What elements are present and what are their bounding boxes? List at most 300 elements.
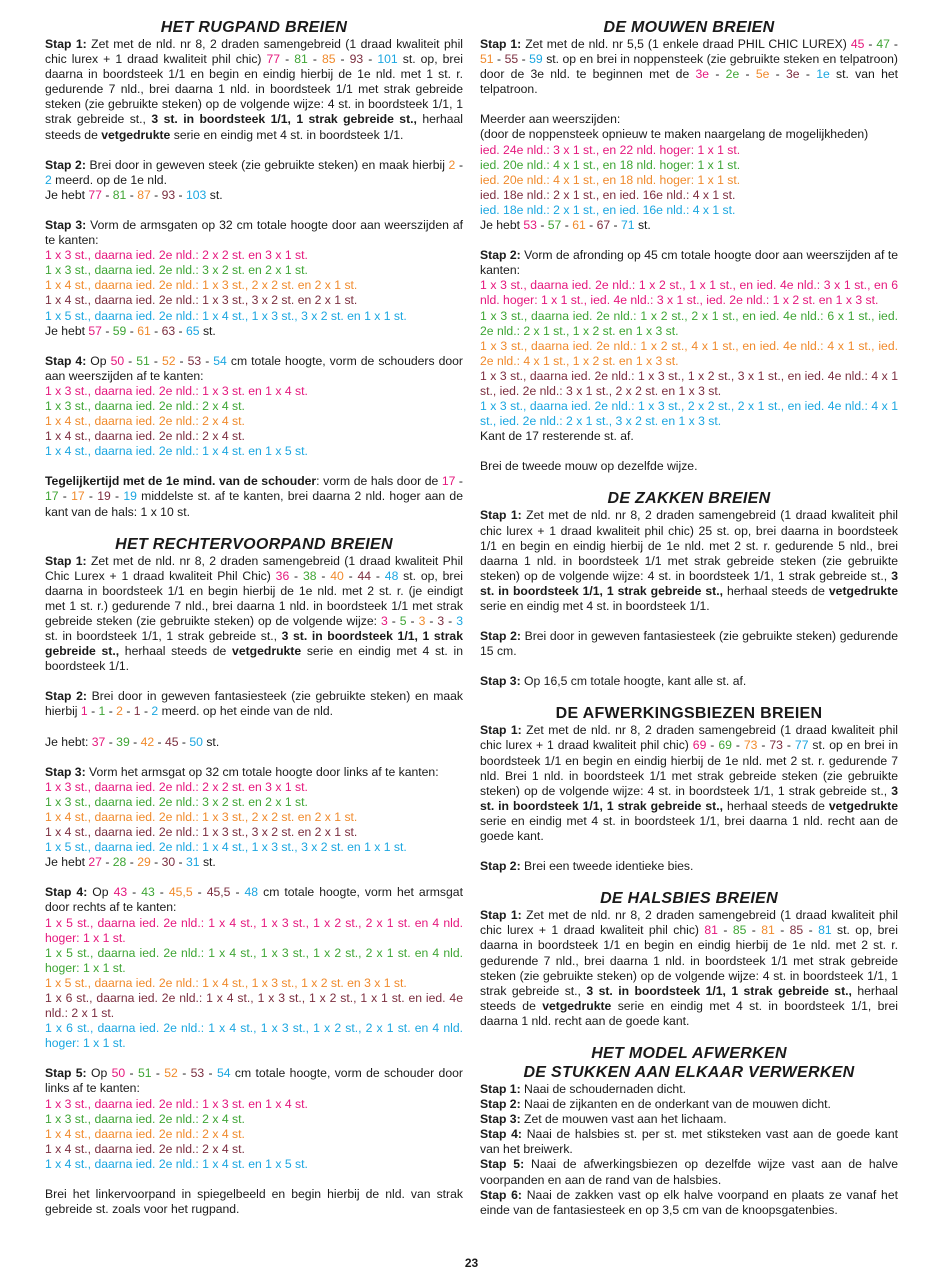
- instruction-line: [45, 1157, 463, 1172]
- size-variant-text: 29: [137, 855, 151, 870]
- size-variant-text: 3: [418, 614, 426, 628]
- size-variant-text: 73: [769, 738, 783, 753]
- instruction-line: [480, 1188, 898, 1218]
- instruction-line: [480, 908, 898, 1029]
- text-run: -: [58, 489, 72, 504]
- instruction-line: [480, 859, 898, 874]
- size-variant-text: 40: [330, 568, 344, 583]
- text-run: -: [101, 323, 113, 338]
- size-variant-text: 87: [137, 187, 151, 202]
- instruction-line: [480, 339, 898, 369]
- text-run: Zet met de nld. nr 8, 2 draden samengebreid (1 draad kwaliteit Phil Chic Lurex + 1 draad kwaliteit Phil Chic): [45, 553, 463, 583]
- instruction-line: [480, 127, 898, 142]
- text-run: -: [406, 614, 419, 628]
- section-heading: DE MOUWEN BREIEN: [603, 19, 775, 36]
- text-run: serie en eindig met 4 st. in boordsteek 1/1, brei daarna 1 nld. recht aan de goede kant.: [480, 998, 898, 1028]
- instruction-line: [45, 825, 463, 840]
- instruction-line: [45, 840, 463, 855]
- instruction-paragraph: [480, 112, 898, 233]
- bold-text: 3 st. in boordsteek 1/1, 1 strak gebreide st.,: [45, 629, 463, 659]
- size-variant-text: 1 x 3 st., daarna ied. 2e nld.: 2 x 4 st.: [45, 398, 245, 413]
- size-variant-text: 1 x 4 st., daarna ied. 2e nld.: 1 x 3 st., 3 x 2 st. en 2 x 1 st.: [45, 825, 358, 840]
- instruction-line: [45, 218, 463, 248]
- instruction-line: [480, 278, 898, 308]
- text-run: Zet de mouwen vast aan het lichaam.: [520, 1112, 727, 1127]
- size-variant-text: 1 x 4 st., daarna ied. 2e nld.: 1 x 4 st. en 1 x 5 st.: [45, 1156, 308, 1171]
- instruction-line: [45, 414, 463, 429]
- text-run: -: [105, 734, 117, 749]
- text-run: -: [536, 218, 548, 233]
- instruction-paragraph: [480, 508, 898, 614]
- bold-text: 3 st. in boordsteek 1/1, 1 strak gebreide st.,: [480, 568, 898, 598]
- text-run: Je hebt:: [45, 734, 92, 749]
- instruction-line: [45, 780, 463, 795]
- instruction-line: [480, 203, 898, 218]
- instruction-line: [480, 173, 898, 188]
- size-variant-text: 45: [850, 37, 865, 51]
- instruction-line: [45, 429, 463, 444]
- size-variant-text: 2: [448, 157, 456, 172]
- instruction-line: [480, 309, 898, 339]
- bold-text: vetgedrukte: [828, 583, 898, 598]
- size-variant-text: 59: [112, 323, 127, 338]
- instruction-paragraph: [45, 218, 463, 339]
- size-variant-text: 81: [704, 923, 718, 938]
- bold-text: Stap 5:: [45, 1066, 87, 1081]
- text-run: (door de noppensteek opnieuw te maken naargelang de mogelijkheden): [480, 127, 869, 142]
- size-variant-text: 45,5: [168, 885, 193, 900]
- instruction-paragraph: [480, 908, 898, 1029]
- instruction-line: [45, 324, 463, 339]
- instruction-line: [45, 885, 463, 915]
- text-run: herhaal steeds de: [119, 644, 233, 659]
- instruction-line: [45, 1021, 463, 1051]
- size-variant-text: 48: [384, 568, 399, 583]
- text-run: Vorm de afronding op 45 cm totale hoogte door aan weerszijden af te kanten:: [480, 248, 898, 278]
- text-run: serie en eindig met 4 st. in boordsteek 1/1, brei daarna 1 nld. recht aan de goede kant.: [480, 813, 898, 844]
- size-variant-text: 1 x 3 st., daarna ied. 2e nld.: 2 x 4 st.: [45, 1111, 245, 1126]
- size-variant-text: 1 x 3 st., daarna ied. 2e nld.: 1 x 3 st. en 1 x 4 st.: [45, 1096, 308, 1111]
- size-variant-text: 65: [186, 323, 200, 338]
- instruction-line: [45, 248, 463, 263]
- size-variant-text: 38: [302, 568, 317, 583]
- size-variant-text: 81: [294, 52, 308, 67]
- instruction-paragraph: [480, 1082, 898, 1218]
- text-run: Brei de tweede mouw op dezelfde wijze.: [480, 459, 698, 474]
- text-run: st. op en brei in boordsteek 1/1 en begin en eindig hierbij de 1e nld. met 2 st. r. gedurende 7 nld. Brei 1 nld. in boordsteek 1/1 met strak gebreide steken (zie gebruikte steken) op de volgende wijze: 4 st. in boordsteek 1/1, 1 strak gebreide st.,: [480, 738, 899, 798]
- text-run: -: [204, 1066, 217, 1081]
- section-heading: HET MODEL AFWERKEN: [591, 1044, 787, 1062]
- text-run: cm totale hoogte, vorm de schouder door links af te kanten:: [45, 1066, 463, 1096]
- instruction-line: [480, 629, 898, 659]
- text-run: -: [87, 704, 99, 719]
- size-variant-text: 1 x 4 st., daarna ied. 2e nld.: 2 x 4 st.: [45, 429, 245, 444]
- size-variant-text: 63: [161, 323, 176, 338]
- text-run: herhaal steeds de: [45, 112, 463, 142]
- instruction-paragraph: [480, 459, 898, 474]
- size-variant-text: 42: [140, 734, 155, 749]
- text-run: -: [151, 1066, 165, 1081]
- text-run: Vorm de armsgaten op 32 cm totale hoogte door aan weerszijden af te kanten:: [45, 217, 463, 248]
- size-variant-text: 1 x 3 st., daarna ied. 2e nld.: 1 x 2 st., 4 x 1 st., en ied. 4e nld.: 4 x 1 st., ied. 2e nld.: 4 x 1 st., 1 x 2 st. en 1 x 3 st.: [480, 338, 898, 368]
- instruction-line: [45, 1187, 463, 1217]
- size-variant-text: 59: [529, 52, 543, 67]
- instruction-line: [480, 143, 898, 158]
- size-variant-text: 1 x 4 st., daarna ied. 2e nld.: 1 x 4 st. en 1 x 5 st.: [45, 444, 308, 459]
- size-variant-text: 93: [161, 187, 176, 202]
- instruction-line: [45, 916, 463, 946]
- text-run: Zet met de nld. nr 8, 2 draden samengebreid (1 draad kwaliteit phil chic lurex + 1 draad kwaliteit phil chic): [45, 37, 463, 67]
- text-run: Je hebt: [45, 855, 89, 870]
- size-variant-text: ied. 18e nld.: 2 x 1 st., en ied. 16e nld.: 4 x 1 st.: [480, 187, 736, 202]
- text-run: herhaal steeds de: [723, 798, 829, 813]
- text-run: Op: [87, 885, 114, 900]
- instruction-line: [480, 399, 898, 429]
- instruction-line: [45, 354, 463, 384]
- bold-text: vetgedrukte: [542, 998, 612, 1013]
- bold-text: Stap 1:: [480, 1081, 521, 1096]
- text-run: Naai de schoudernaden dicht.: [520, 1081, 686, 1096]
- instruction-line: [45, 554, 463, 675]
- instruction-line: [45, 765, 463, 780]
- size-variant-text: 53: [523, 218, 537, 233]
- text-run: serie en eindig met 4 st. in boordsteek 1/1.: [45, 644, 463, 674]
- size-variant-text: 39: [116, 734, 130, 749]
- instruction-line: [480, 369, 898, 399]
- size-variant-text: 69: [692, 738, 707, 753]
- text-run: -: [864, 37, 877, 51]
- size-variant-text: 17: [71, 489, 85, 504]
- instruction-line: [480, 1157, 898, 1187]
- instruction-paragraph: [45, 885, 463, 1051]
- instruction-line: [45, 991, 463, 1021]
- bold-text: Stap 3:: [45, 764, 86, 779]
- text-run: -: [124, 353, 137, 368]
- size-variant-text: 1e: [816, 67, 830, 82]
- size-variant-text: 52: [161, 353, 176, 368]
- instruction-paragraph: [45, 554, 463, 675]
- size-variant-text: 1 x 3 st., daarna ied. 2e nld.: 2 x 2 st. en 3 x 1 st.: [45, 248, 308, 263]
- instruction-line: [45, 263, 463, 278]
- section-heading: HET RECHTERVOORPAND BREIEN: [115, 535, 393, 553]
- text-run: -: [493, 52, 505, 67]
- size-variant-text: 28: [112, 855, 127, 870]
- instruction-paragraph: [45, 1187, 463, 1217]
- instruction-line: [45, 976, 463, 991]
- instruction-paragraph: [480, 674, 898, 689]
- size-variant-text: 52: [164, 1066, 178, 1081]
- text-run: st. in boordsteek 1/1, 1 strak gebreide st.,: [45, 629, 282, 644]
- text-run: -: [709, 67, 726, 82]
- left-column: [45, 18, 463, 1232]
- text-run: -: [177, 1066, 191, 1081]
- text-run: Je hebt: [45, 187, 89, 202]
- size-variant-text: 3e: [695, 67, 710, 82]
- text-run: -: [125, 1066, 138, 1081]
- text-run: herhaal steeds de: [480, 983, 898, 1013]
- text-run: -: [122, 704, 134, 719]
- text-run: Zet met de nld. nr 5,5 (1 enkele draad PHIL CHIC LUREX): [521, 37, 851, 51]
- size-variant-text: 1 x 3 st., daarna ied. 2e nld.: 1 x 3 st., 2 x 2 st., 2 x 1 st., en ied. 4e nld.: 4 x 1 st., ied. 2e nld.: 2 x 1 st., 3 x 2 st. en 1 x 3 st.: [480, 399, 898, 429]
- instruction-line: [480, 1082, 898, 1097]
- text-run: -: [84, 489, 98, 504]
- text-run: -: [335, 52, 350, 67]
- size-variant-text: 19: [123, 489, 137, 504]
- text-run: herhaal steeds de: [723, 583, 829, 598]
- text-run: -: [140, 704, 152, 719]
- text-run: -: [610, 218, 621, 233]
- bold-text: Stap 4:: [480, 1127, 522, 1142]
- instruction-line: [480, 1112, 898, 1127]
- text-run: Naai de zijkanten en de onderkant van de mouwen dicht.: [520, 1097, 831, 1112]
- instruction-line: [480, 248, 898, 278]
- size-variant-text: 77: [88, 187, 102, 202]
- size-variant-text: 57: [547, 218, 562, 233]
- text-run: -: [518, 52, 530, 67]
- text-run: Brei door in geweven fantasiesteek (zie gebruikte steken) en maak hierbij: [45, 689, 463, 719]
- text-run: -: [363, 52, 378, 67]
- text-run: meerd. op de 1e nld.: [51, 172, 167, 187]
- text-run: -: [316, 568, 331, 583]
- bold-text: Stap 3:: [480, 1112, 521, 1127]
- section-heading: HET RUGPAND BREIEN: [160, 19, 348, 36]
- text-run: -: [175, 187, 186, 202]
- bold-text: vetgedrukte: [232, 644, 302, 659]
- text-run: Brei door in geweven fantasiesteek (zie gebruikte steken) gedurende 15 cm.: [480, 629, 898, 659]
- size-variant-text: 1 x 5 st., daarna ied. 2e nld.: 1 x 4 st., 1 x 3 st., 3 x 2 st. en 1 x 1 st.: [45, 308, 407, 323]
- bold-text: Stap 2:: [480, 248, 521, 263]
- text-run: -: [289, 568, 303, 583]
- text-run: -: [175, 323, 186, 338]
- size-variant-text: 17: [441, 474, 456, 489]
- text-run: -: [799, 67, 817, 82]
- text-run: -: [127, 885, 142, 900]
- instruction-line: [480, 674, 898, 689]
- text-run: cm totale hoogte, vorm de schouders door aan weerszijden af te kanten:: [45, 353, 463, 383]
- instruction-line: [45, 474, 463, 519]
- size-variant-text: 85: [789, 923, 804, 938]
- instruction-line: [480, 218, 898, 233]
- size-variant-text: 67: [596, 218, 611, 233]
- size-variant-text: 2: [45, 172, 52, 187]
- instruction-paragraph: [480, 629, 898, 659]
- text-run: -: [561, 218, 573, 233]
- instruction-paragraph: [45, 735, 463, 750]
- text-run: -: [782, 738, 795, 753]
- instruction-line: [45, 855, 463, 870]
- instruction-paragraph: [480, 248, 898, 444]
- instruction-line: [45, 1066, 463, 1096]
- instruction-paragraph: [45, 158, 463, 203]
- size-variant-text: 2e: [725, 67, 740, 82]
- size-variant-text: 1 x 3 st., daarna ied. 2e nld.: 3 x 2 st. en 2 x 1 st.: [45, 263, 308, 278]
- instruction-line: [480, 112, 898, 127]
- size-variant-text: 51: [480, 52, 494, 67]
- size-variant-text: 1 x 3 st., daarna ied. 2e nld.: 3 x 2 st. en 2 x 1 st.: [45, 794, 308, 809]
- size-variant-text: 45: [164, 734, 179, 749]
- bold-text: Stap 1:: [480, 908, 522, 923]
- text-run: -: [150, 323, 162, 338]
- text-run: -: [371, 568, 385, 583]
- size-variant-text: 5e: [755, 67, 770, 82]
- text-run: -: [175, 855, 186, 870]
- section-heading: DE STUKKEN AAN ELKAAR VERWERKEN: [523, 1063, 855, 1081]
- size-variant-text: 1 x 6 st., daarna ied. 2e nld.: 1 x 4 st., 1 x 3 st., 1 x 2 st., 1 x 1 st. en ied. 4e nld.: 2 x 1 st.: [45, 990, 463, 1021]
- size-variant-text: 1: [80, 704, 88, 719]
- text-run: st. op en brei in noppensteek (zie gebruikte steken en telpatroon) door de 3e nld. te beginnen met de: [480, 52, 898, 82]
- text-run: -: [387, 614, 400, 628]
- text-run: -: [731, 738, 744, 753]
- instruction-paragraph: [45, 37, 463, 143]
- size-variant-text: 1 x 4 st., daarna ied. 2e nld.: 2 x 4 st.: [45, 1126, 245, 1141]
- text-run: st.: [202, 734, 220, 749]
- text-run: -: [706, 738, 719, 753]
- text-run: -: [455, 157, 464, 172]
- size-variant-text: 51: [137, 1066, 152, 1081]
- size-variant-text: 81: [818, 923, 832, 938]
- size-variant-text: 77: [794, 738, 809, 753]
- size-variant-text: 31: [186, 855, 200, 870]
- instruction-line: [480, 188, 898, 203]
- bold-text: Stap 3:: [480, 674, 521, 689]
- text-run: Op: [86, 353, 111, 368]
- bold-text: vetgedrukte: [828, 798, 898, 813]
- text-run: -: [757, 738, 770, 753]
- bold-text: Stap 1:: [45, 553, 87, 568]
- size-variant-text: 50: [189, 734, 203, 749]
- text-run: -: [110, 489, 124, 504]
- text-run: -: [585, 218, 597, 233]
- bold-text: vetgedrukte: [101, 127, 171, 142]
- size-variant-text: 30: [161, 855, 176, 870]
- text-run: Je hebt: [480, 218, 524, 233]
- instruction-line: [45, 188, 463, 203]
- text-run: -: [126, 855, 138, 870]
- text-run: -: [717, 923, 733, 938]
- size-variant-text: 93: [349, 52, 364, 67]
- text-run: Meerder aan weerszijden:: [480, 112, 621, 127]
- size-variant-text: 103: [186, 187, 207, 202]
- size-variant-text: 57: [88, 323, 102, 338]
- text-run: Brei een tweede identieke bies.: [520, 859, 694, 874]
- size-variant-text: 1: [133, 704, 141, 719]
- instruction-line: [45, 37, 463, 143]
- size-variant-text: 19: [97, 489, 111, 504]
- instruction-line: [45, 1142, 463, 1157]
- instruction-line: [480, 1097, 898, 1112]
- text-run: st.: [634, 218, 651, 233]
- page-number: 23: [464, 1256, 479, 1270]
- instruction-line: [45, 810, 463, 825]
- instruction-paragraph: [45, 765, 463, 871]
- size-variant-text: 54: [213, 353, 227, 368]
- instruction-line: [480, 508, 898, 614]
- size-variant-text: 85: [321, 52, 336, 67]
- instruction-line: [480, 158, 898, 173]
- size-variant-text: 54: [216, 1066, 231, 1081]
- text-run: st. op, brei daarna in boordsteek 1/1 en begin hierbij de 1e nld. met 2 st. r. (je eindigt met 1 st. r.) gedurende 7 nld., brei daarna 1 nld. in boordsteek 1/1 met strak gebreide steken (zie gebruikte steken) op de volgende wijze:: [45, 568, 463, 628]
- instruction-line: [45, 399, 463, 414]
- instruction-paragraph: [480, 723, 898, 844]
- bold-text: Stap 3:: [45, 217, 87, 232]
- size-variant-text: 53: [187, 353, 202, 368]
- text-run: Zet met de nld. nr 8, 2 draden samengebreid (1 draad kwaliteit phil chic lurex + 1 draad kwaliteit phil chic): [480, 908, 898, 938]
- size-variant-text: 69: [718, 738, 732, 753]
- text-run: Zet met de nld. nr 8, 2 draden samengebreid (1 draad kwaliteit phil chic lurex + 1 draad kwaliteit phil chic) 25 st. op, brei daarna in boordsteek 1/1 en begin en eindig hierbij de 1e nld. met 2 st. r. gedurende 5 nld., brei daarna 1 nld. in boordsteek 1/1 met strak gebreide steken (zie gebruikte steken) op de volgende wijze: 4 st. in boordsteek 1/1, 1 strak gebreide st.,: [480, 508, 898, 583]
- text-run: st.: [206, 187, 223, 202]
- size-variant-text: 43: [113, 885, 128, 900]
- size-variant-text: 71: [621, 218, 635, 233]
- text-run: st. op, brei daarna in boordsteek 1/1 en begin en eindig hierbij de 1e nld. met 1 st. r. gedurende 7 nld., brei daarna 1 nld. in boordsteek 1/1 met strak gebreide steken (zie gebruikte steken) op de volgende wijze: 4 st. in boordsteek 1/1, 1 strak gebreide st.,: [45, 52, 463, 127]
- size-variant-text: 81: [112, 187, 127, 202]
- text-run: -: [769, 67, 787, 82]
- section-heading: DE ZAKKEN BREIEN: [607, 490, 771, 508]
- size-variant-text: 1 x 6 st., daarna ied. 2e nld.: 1 x 4 st., 1 x 3 st., 1 x 2 st., 2 x 1 st. en 4 nld. hoger: 1 x 1 st.: [45, 1021, 463, 1051]
- bold-text: Stap 2:: [480, 1097, 521, 1112]
- text-run: -: [150, 855, 162, 870]
- text-run: -: [105, 704, 117, 719]
- instruction-line: [480, 1127, 898, 1157]
- text-run: serie en eindig met 4 st. in boordsteek 1/1.: [170, 127, 404, 142]
- instruction-line: [45, 735, 463, 750]
- text-run: -: [101, 187, 113, 202]
- size-variant-text: ied. 20e nld.: 4 x 1 st., en 18 nld. hoger: 1 x 1 st.: [480, 172, 741, 187]
- size-variant-text: 101: [377, 52, 398, 67]
- instruction-line: [480, 459, 898, 474]
- instruction-line: [45, 689, 463, 719]
- size-variant-text: 3e: [786, 67, 800, 82]
- text-run: -: [175, 353, 188, 368]
- text-run: -: [126, 187, 138, 202]
- size-variant-text: 2: [116, 704, 123, 719]
- size-variant-text: ied. 18e nld.: 2 x 1 st., en ied. 16e nld.: 4 x 1 st.: [480, 202, 736, 217]
- size-variant-text: 43: [141, 885, 155, 900]
- text-run: -: [192, 885, 207, 900]
- text-run: Brei het linkervoorpand in spiegelbeeld en begin hierbij de nld. van strak gebreide st. zoals voor het rugpand.: [45, 1187, 463, 1217]
- size-variant-text: 1 x 3 st., daarna ied. 2e nld.: 2 x 2 st. en 3 x 1 st.: [45, 779, 308, 794]
- text-run: -: [307, 52, 322, 67]
- section-heading: DE AFWERKINGSBIEZEN BREIEN: [555, 705, 823, 723]
- instruction-line: [45, 158, 463, 188]
- size-variant-text: 36: [275, 568, 290, 583]
- text-run: Kant de 17 resterende st. af.: [480, 429, 634, 444]
- size-variant-text: 77: [266, 52, 281, 67]
- text-run: -: [739, 67, 756, 82]
- size-variant-text: 1 x 3 st., daarna ied. 2e nld.: 1 x 3 st., 1 x 2 st., 3 x 1 st., en ied. 4e nld.: 4 x 1 st., ied. 2e nld.: 3 x 1 st., 2 x 2 st. en 1 x 3 st.: [480, 368, 898, 398]
- text-run: : vorm de hals door de: [316, 474, 442, 489]
- size-variant-text: 1 x 5 st., daarna ied. 2e nld.: 1 x 4 st., 1 x 3 st., 1 x 2 st. en 3 x 1 st.: [45, 975, 407, 990]
- text-run: middelste st. af te kanten, brei daarna 2 nld. hoger aan de kant van de hals: 1 x 10 st.: [45, 489, 463, 519]
- size-variant-text: 3: [456, 614, 463, 628]
- bold-text: Stap 4:: [45, 353, 87, 368]
- instruction-paragraph: [480, 859, 898, 874]
- size-variant-text: 1 x 4 st., daarna ied. 2e nld.: 2 x 4 st.: [45, 1141, 245, 1156]
- text-run: st. van het telpatroon.: [480, 67, 899, 97]
- bold-text: Tegelijkertijd met de 1e mind. van de schouder: [45, 474, 317, 489]
- size-variant-text: 61: [572, 218, 586, 233]
- text-run: -: [149, 353, 162, 368]
- instruction-paragraph: [45, 474, 463, 519]
- text-run: -: [126, 323, 138, 338]
- text-run: -: [889, 37, 898, 51]
- text-run: -: [774, 923, 790, 938]
- instruction-line: [480, 429, 898, 444]
- text-run: -: [201, 353, 214, 368]
- bold-text: Stap 2:: [45, 689, 87, 704]
- size-variant-text: 1 x 4 st., daarna ied. 2e nld.: 1 x 3 st., 3 x 2 st. en 2 x 1 st.: [45, 293, 358, 308]
- instruction-line: [480, 37, 898, 97]
- instruction-paragraph: [45, 354, 463, 460]
